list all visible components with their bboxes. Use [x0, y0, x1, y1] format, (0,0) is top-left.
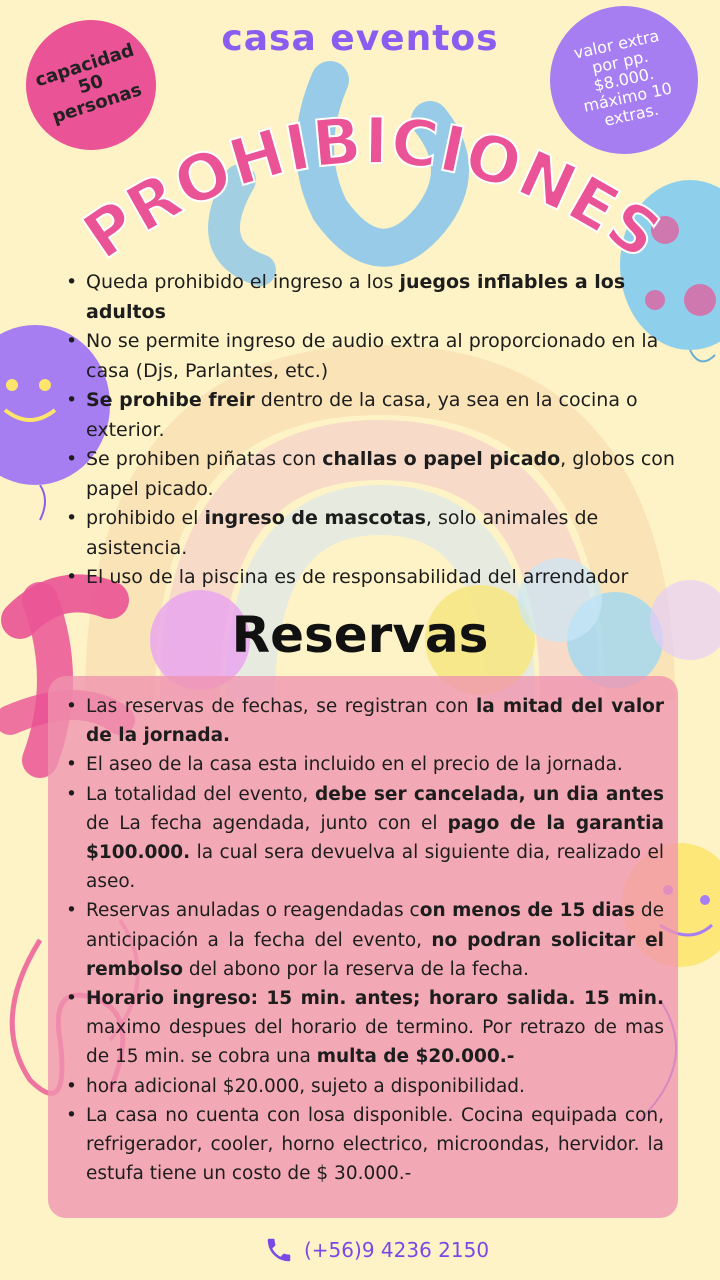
bold-text: challas o papel picado	[322, 448, 561, 470]
capacity-text: capacidad 50 personas	[32, 39, 145, 128]
prohibicion-item	[66, 563, 680, 593]
prohibicion-item	[66, 504, 680, 563]
text: Queda prohibido el ingreso a los	[86, 271, 400, 293]
reserva-item	[66, 1072, 664, 1101]
text: hora adicional $20.000, sujeto a disponibilidad.	[86, 1075, 525, 1097]
bold-text: la mitad del valor de la jornada.	[86, 696, 664, 747]
prohibiciones-title: PROHIBICIONES	[70, 104, 674, 268]
reserva-item	[66, 750, 664, 779]
text: Reservas anuladas o reagendadas c	[86, 900, 420, 922]
text: La casa no cuenta con losa disponible. Cocina equipada con, refrigerador, cooler, horno electrico, microondas, hervidor. la estufa tiene un costo de $ 30.000.-	[86, 1104, 664, 1185]
svg-text:PROHIBICIONES	[71, 104, 674, 268]
text: maximo despues del horario de termino. Por retrazo de mas de 15 min. se cobra una	[86, 1017, 664, 1068]
prohibicion-item	[66, 268, 680, 327]
text: Se prohiben piñatas con	[86, 448, 323, 470]
text: El aseo de la casa esta incluido en el precio de la jornada.	[86, 754, 623, 776]
phone-icon	[264, 1235, 294, 1265]
bold-text: Horario ingreso: 15 min. antes; horaro salida. 15 min.	[86, 988, 664, 1010]
prohibicion-item	[66, 386, 680, 445]
prohibicion-item	[66, 445, 680, 504]
reservas-list	[66, 692, 664, 1188]
bold-text: juegos inflables a los adultos	[86, 271, 626, 323]
text: la cual sera devuelva al siguiente dia, realizado el aseo.	[86, 842, 664, 893]
bold-text: on menos de 15 dias	[419, 900, 635, 922]
reserva-item	[66, 984, 664, 1072]
bold-text: multa de $20.000.-	[316, 1046, 515, 1068]
phone-number: (+56)9 4236 2150	[304, 1238, 490, 1262]
text: Las reservas de fechas, se registran con	[86, 696, 476, 717]
text: El uso de la piscina es de responsabilidad del arrendador	[86, 566, 629, 588]
reserva-item	[66, 1101, 664, 1189]
prohibiciones-list	[66, 268, 680, 593]
bold-text: no podran solicitar el rembolso	[86, 929, 664, 980]
text: de anticipación a la fecha del evento,	[86, 900, 664, 951]
reserva-item	[66, 896, 664, 984]
text: No se permite ingreso de audio extra al proporcionado en la casa (Djs, Parlantes, etc.)	[86, 330, 659, 382]
text: dentro de la casa, ya sea en la cocina o exterior.	[86, 389, 638, 441]
page-title: casa eventos	[221, 18, 499, 59]
text: , solo animales de asistencia.	[86, 507, 599, 559]
bold-text: pago de la garantia $100.000.	[86, 812, 665, 864]
reservas-title: Reservas	[231, 606, 489, 664]
text: del abono por la reserva de la fecha.	[182, 958, 529, 980]
bold-text: debe ser cancelada, un dia antes	[315, 783, 664, 805]
contact-phone[interactable]	[264, 1232, 489, 1268]
prohibiciones-heading	[0, 98, 720, 268]
bold-text: Se prohibe freir	[86, 389, 255, 411]
text: La totalidad del evento,	[86, 783, 316, 805]
reserva-item	[66, 692, 664, 750]
text: de La fecha agendada, junto con el	[86, 812, 448, 834]
text: , globos con papel picado.	[86, 448, 675, 500]
bold-text: ingreso de mascotas	[204, 507, 426, 529]
extra-price-text: valor extra por pp. $8.000. máximo 10 extras.	[571, 25, 674, 130]
prohibicion-item	[66, 327, 680, 386]
reserva-item	[66, 780, 664, 897]
text: prohibido el	[86, 507, 205, 529]
